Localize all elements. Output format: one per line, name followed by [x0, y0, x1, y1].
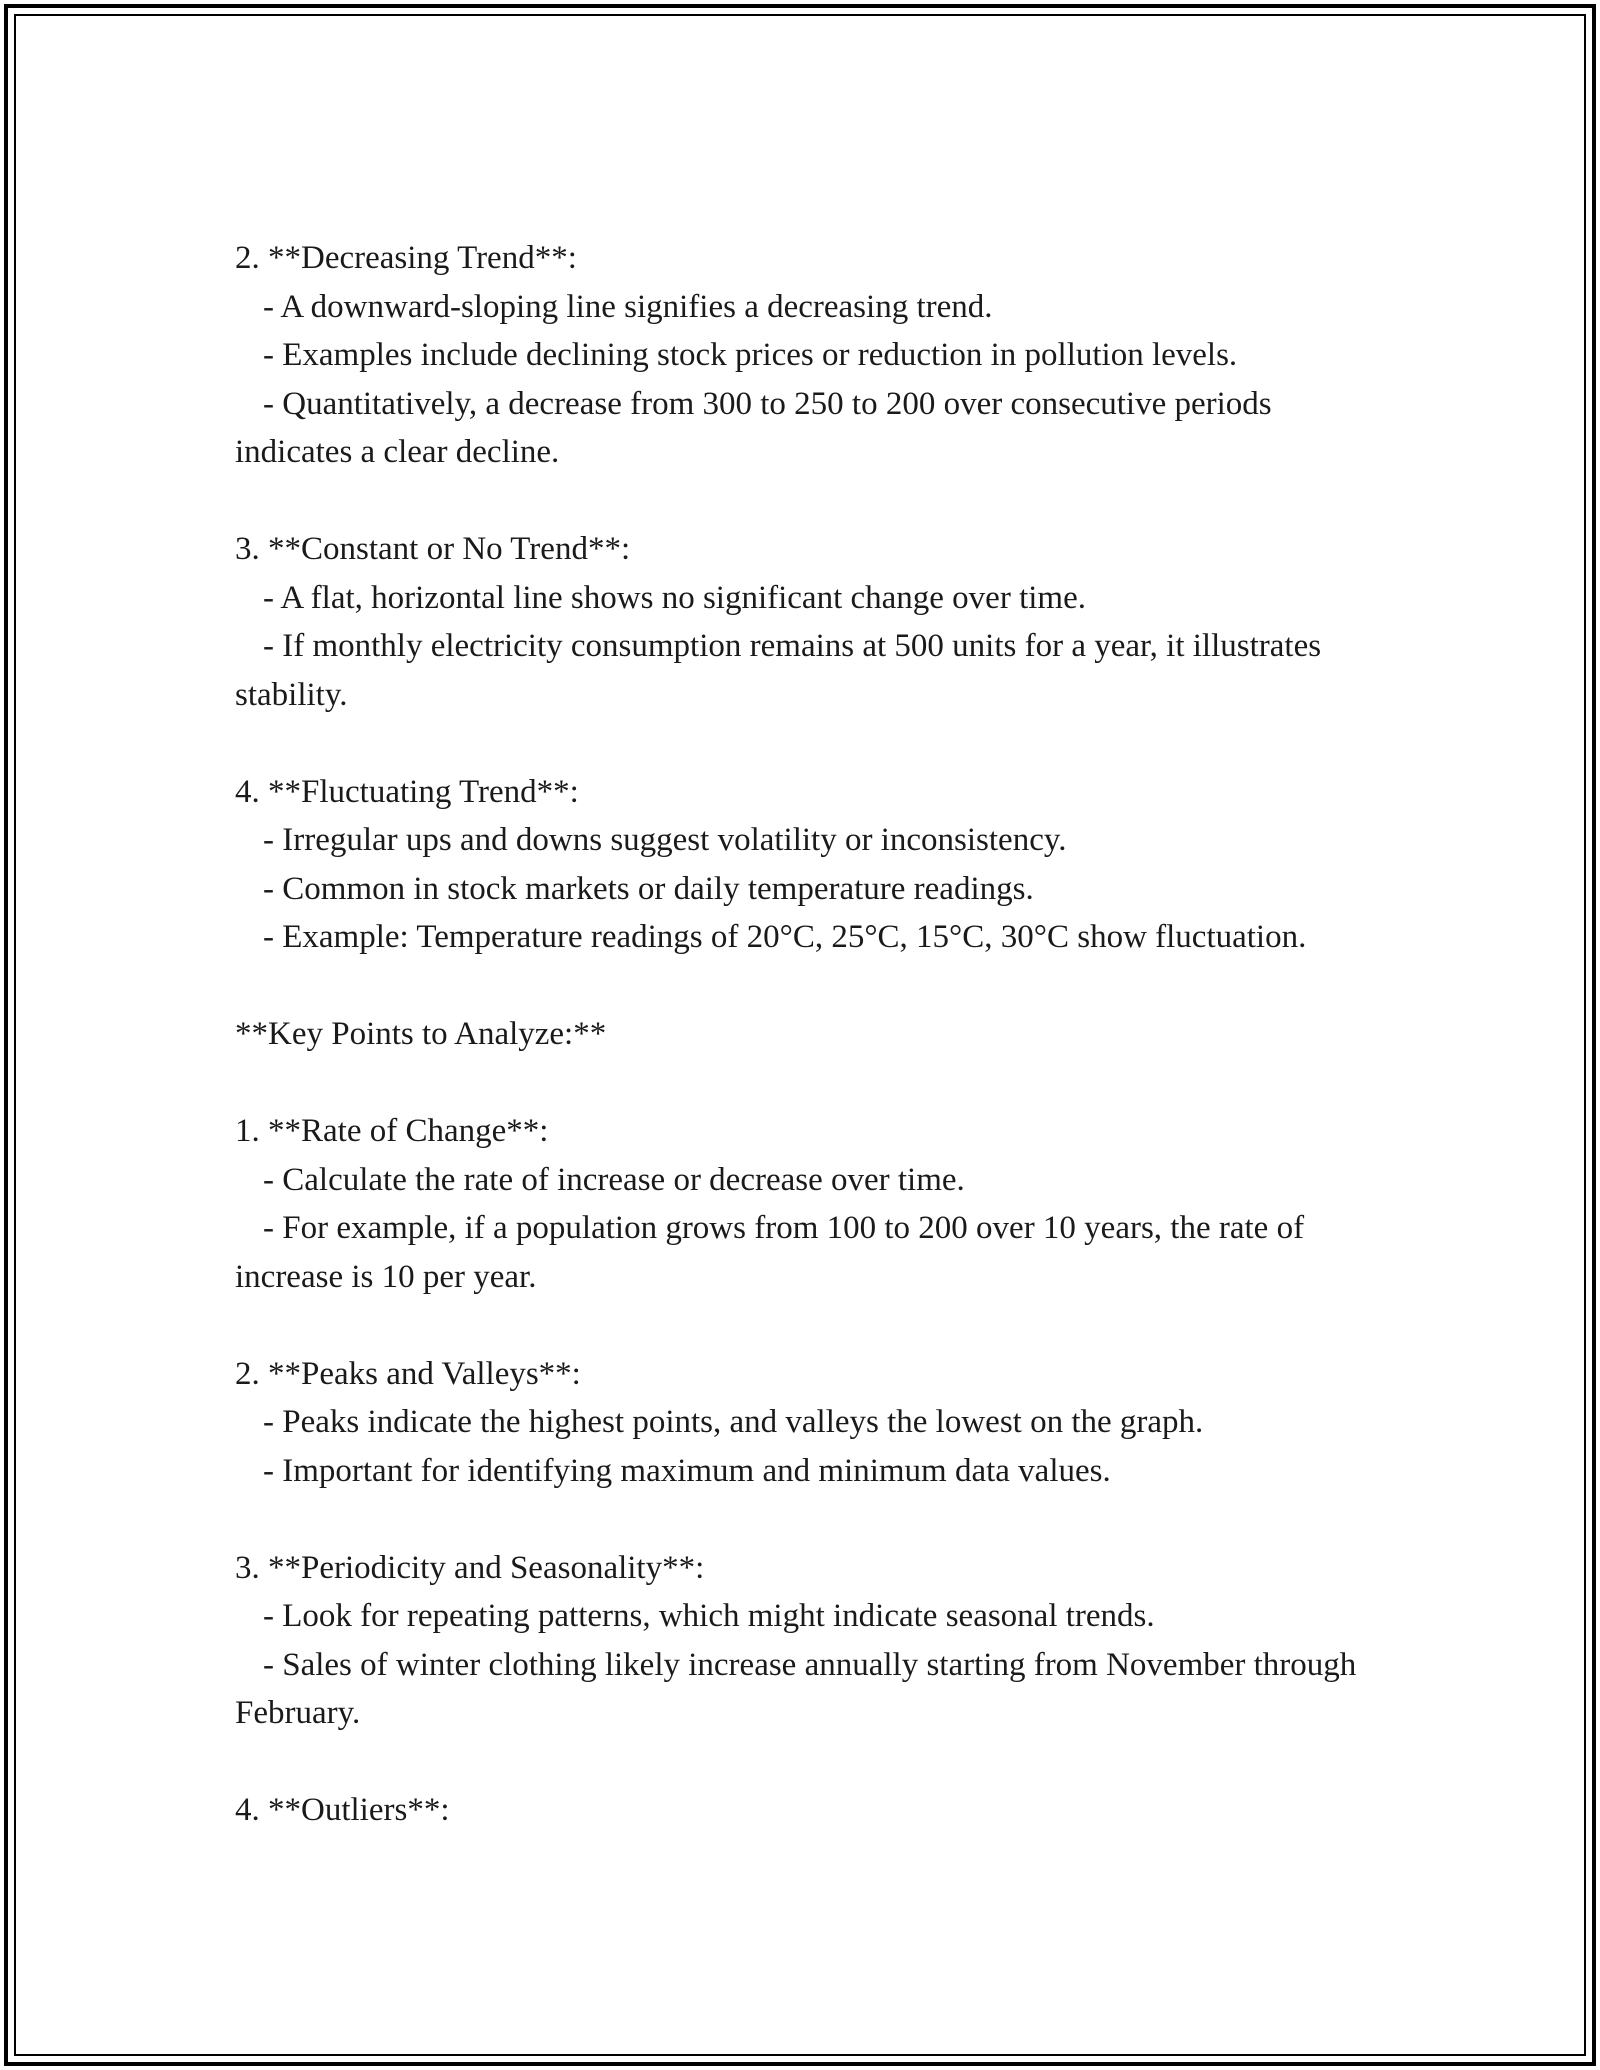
list-item: - Quantitatively, a decrease from 300 to 250 to 200 over consecutive periods indicates a clear decline. — [235, 385, 1272, 470]
section-key-points — [235, 1010, 1375, 1059]
section-periodicity — [235, 1544, 1375, 1738]
section-fluctuating-trend — [235, 768, 1375, 962]
section-heading: 2. **Peaks and Valleys**: — [235, 1355, 581, 1392]
list-item: - Peaks indicate the highest points, and valleys the lowest on the graph. — [263, 1404, 1204, 1440]
list-item: - Example: Temperature readings of 20°C, 25°C, 15°C, 30°C show fluctuation. — [263, 919, 1307, 955]
section-outliers — [235, 1786, 1375, 1835]
section-peaks-valleys — [235, 1350, 1375, 1496]
list-item: - For example, if a population grows from 100 to 200 over 10 years, the rate of increase is 10 per year. — [235, 1210, 1305, 1295]
list-item: - Examples include declining stock prices or reduction in pollution levels. — [263, 337, 1238, 373]
list-item: - Sales of winter clothing likely increase annually starting from November through February. — [235, 1646, 1357, 1731]
section-heading: 1. **Rate of Change**: — [235, 1113, 549, 1149]
section-heading: 2. **Decreasing Trend**: — [235, 240, 577, 276]
document-body — [235, 234, 1375, 1883]
section-rate-of-change — [235, 1107, 1375, 1301]
section-heading: 3. **Constant or No Trend**: — [235, 531, 631, 567]
section-constant-trend — [235, 525, 1375, 719]
list-item: - Important for identifying maximum and minimum data values. — [263, 1452, 1111, 1489]
list-item: - If monthly electricity consumption remains at 500 units for a year, it illustrates stability. — [235, 628, 1322, 713]
list-item: - Look for repeating patterns, which might indicate seasonal trends. — [263, 1598, 1155, 1634]
list-item: - Calculate the rate of increase or decrease over time. — [263, 1161, 965, 1198]
list-item: - A downward-sloping line signifies a decreasing trend. — [263, 288, 993, 325]
section-heading: 4. **Fluctuating Trend**: — [235, 773, 579, 810]
section-heading: 4. **Outliers**: — [235, 1792, 450, 1828]
section-heading: **Key Points to Analyze:** — [235, 1016, 607, 1052]
list-item: - Common in stock markets or daily temperature readings. — [263, 870, 1034, 907]
section-heading: 3. **Periodicity and Seasonality**: — [235, 1549, 705, 1586]
section-decreasing-trend — [235, 234, 1375, 477]
list-item: - Irregular ups and downs suggest volatility or inconsistency. — [263, 822, 1067, 858]
list-item: - A flat, horizontal line shows no significant change over time. — [263, 579, 1086, 616]
